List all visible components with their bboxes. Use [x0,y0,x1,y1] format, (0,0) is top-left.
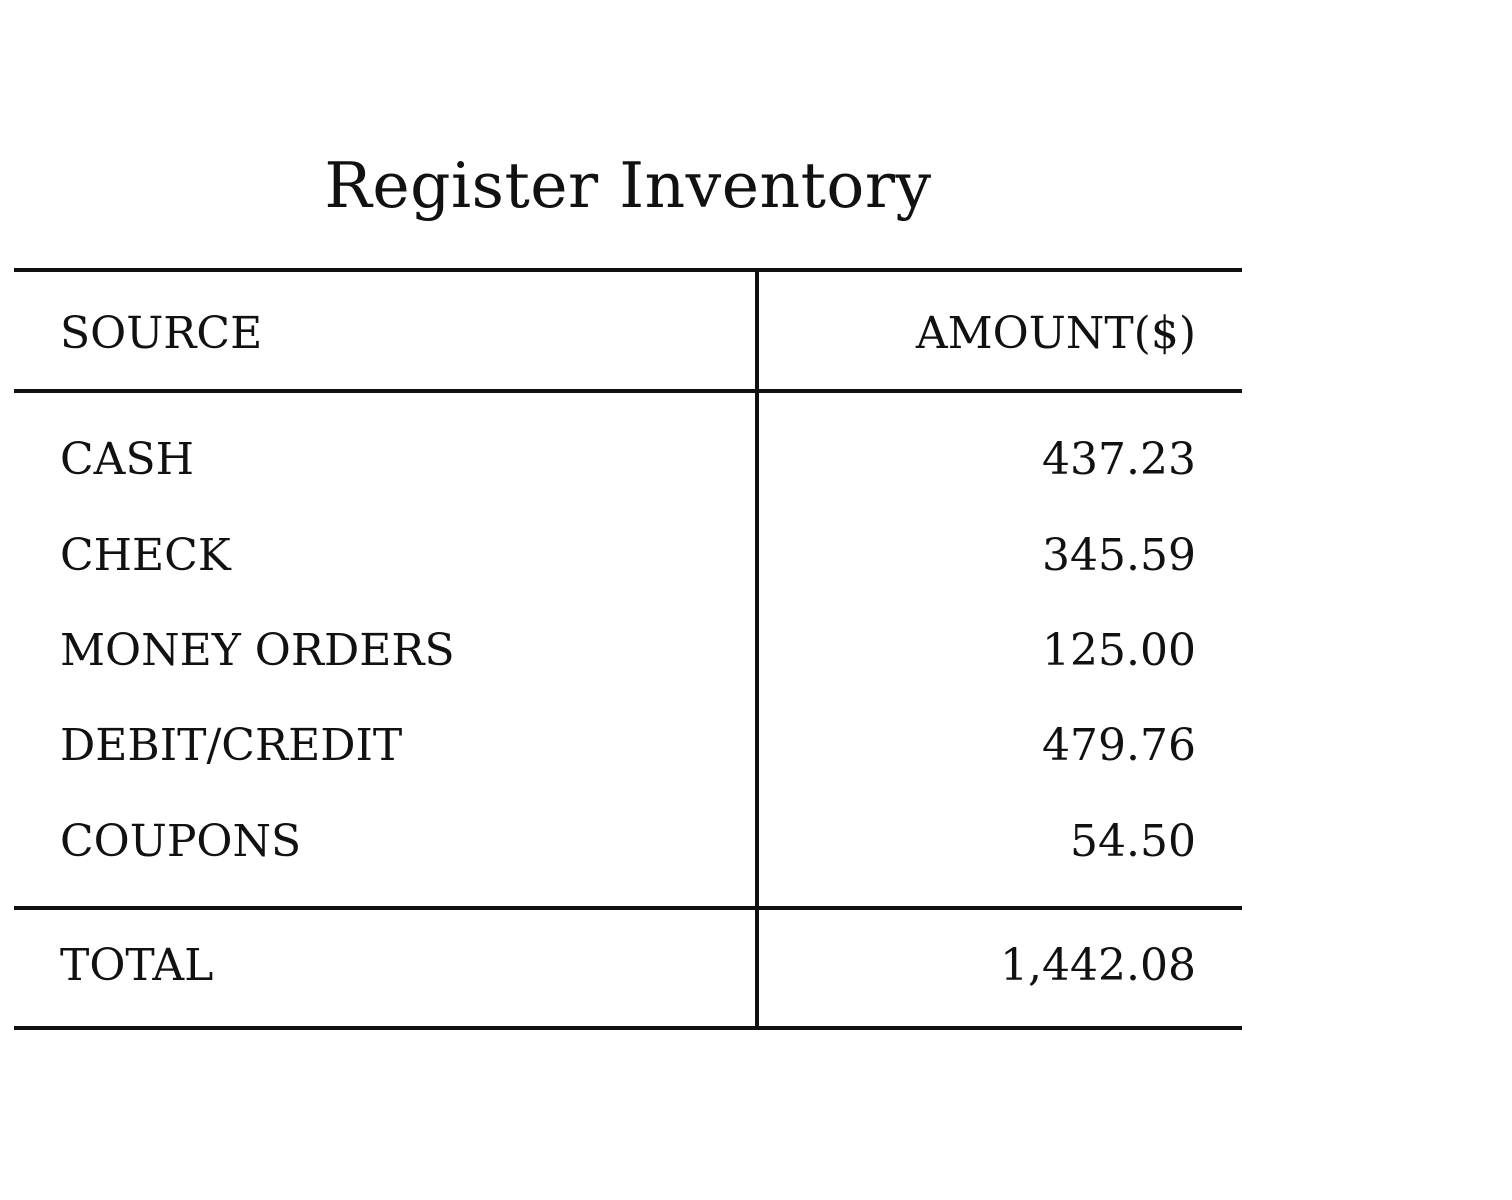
bottom-rule [14,1026,1242,1030]
row-amount: 437.23 [1042,434,1196,485]
header-rule [14,389,1242,393]
header-source: SOURCE [60,308,263,359]
table-title: Register Inventory [324,149,932,222]
row-source: MONEY ORDERS [60,625,455,676]
row-source: COUPONS [60,816,302,867]
total-rule [14,906,1242,910]
column-divider [755,268,759,1030]
row-source: CASH [60,434,194,485]
row-amount: 54.50 [1070,816,1196,867]
total-amount: 1,442.08 [1000,940,1196,991]
row-amount: 125.00 [1042,625,1196,676]
header-amount: AMOUNT($) [915,308,1196,359]
row-source: DEBIT/CREDIT [60,720,403,771]
top-rule [14,268,1242,272]
row-amount: 345.59 [1042,530,1196,581]
row-source: CHECK [60,530,231,581]
total-label: TOTAL [60,940,214,991]
row-amount: 479.76 [1042,720,1196,771]
